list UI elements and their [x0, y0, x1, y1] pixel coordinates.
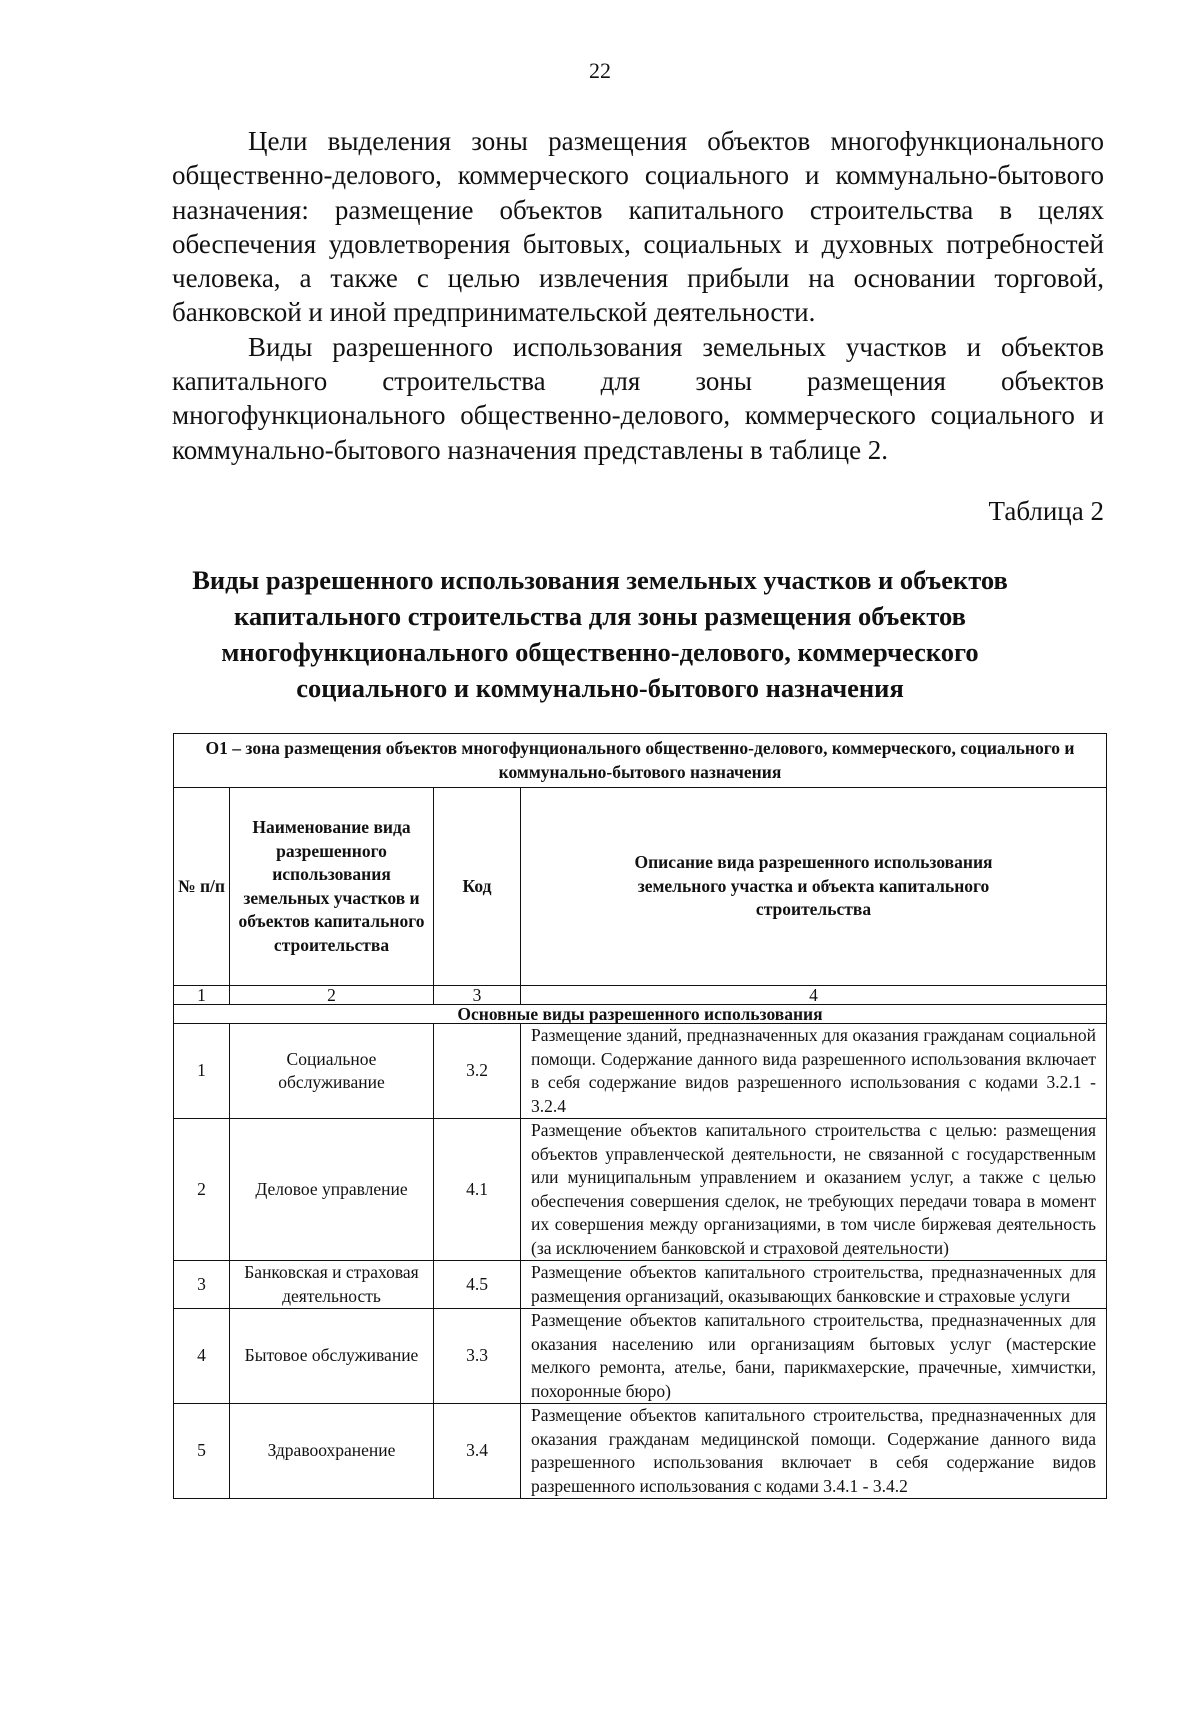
column-number: 3 — [434, 986, 521, 1005]
paragraph: Виды разрешенного использования земельных участков и объектов капитального строительства для зоны размещения объектов многофункционального общественно-делового, коммерческого социального и коммунально-бытового назначения представлены в таблице 2. — [172, 331, 1104, 465]
row-description: Размещение объектов капитального строительства, предназначенных для размещения организаций, оказывающих банковские и страховые услуги — [521, 1261, 1107, 1309]
row-number: 4 — [174, 1309, 230, 1404]
column-number: 4 — [521, 986, 1107, 1005]
row-name: Бытовое обслуживание — [230, 1309, 434, 1404]
row-number: 2 — [174, 1119, 230, 1261]
row-code: 3.2 — [434, 1024, 521, 1119]
table-row — [174, 1261, 1107, 1309]
section-row — [174, 1005, 1107, 1024]
row-code: 3.3 — [434, 1309, 521, 1404]
column-header-description: Описание вида разрешенного использования земельного участка и объекта капитального строительства — [521, 788, 1107, 986]
row-name: Деловое управление — [230, 1119, 434, 1261]
row-description: Размещение объектов капитального строительства с целью: размещения объектов управленческой деятельности, не связанной с государственным или муниципальным управлением и оказанием услуг, а также с целью обеспечения совершения сделок, не требующих передачи товара в момент их совершения между организациями, в том числе биржевая деятельность (за исключением банковской и страховой деятельности) — [521, 1119, 1107, 1261]
column-header-number: № п/п — [174, 788, 230, 986]
column-number: 2 — [230, 986, 434, 1005]
row-code: 4.1 — [434, 1119, 521, 1261]
paragraph: Цели выделения зоны размещения объектов многофункционального общественно-делового, коммерческого социального и коммунально-бытового назначения: размещение объектов капитального строительства в целях обеспечения удовлетворения бытовых, социальных и духовных потребностей человека, а также с целью извлечения прибыли на основании торговой, банковской и иной предпринимательской деятельности. — [172, 126, 1104, 328]
table-row — [174, 1024, 1107, 1119]
table-row — [174, 1119, 1107, 1261]
column-number-row — [174, 986, 1107, 1005]
zone-header: О1 – зона размещения объектов многофунционального общественно-делового, коммерческого, социального и коммунально-бытового назначения — [174, 734, 1107, 788]
zone-header-row — [174, 734, 1107, 788]
table-label: Таблица 2 — [988, 496, 1104, 526]
body-text — [172, 124, 1104, 467]
table-row — [174, 1309, 1107, 1404]
row-code: 4.5 — [434, 1261, 521, 1309]
table-title: Виды разрешенного использования земельных участков и объектов капитального строительства для зоны размещения объектов многофункционального общественно-делового, коммерческого социального и коммунально-бытового назначения — [192, 565, 1008, 703]
table-row — [174, 1404, 1107, 1499]
row-code: 3.4 — [434, 1404, 521, 1499]
row-description: Размещение зданий, предназначенных для оказания гражданам социальной помощи. Содержание данного вида разрешенного использования включает в себя содержание видов разрешенного использования с кодами 3.2.1 - 3.2.4 — [521, 1024, 1107, 1119]
land-use-table — [173, 733, 1107, 1499]
column-header-name: Наименование вида разрешенного использования земельных участков и объектов капитального строительства — [230, 788, 434, 986]
row-name: Банковская и страховая деятельность — [230, 1261, 434, 1309]
row-number: 3 — [174, 1261, 230, 1309]
row-description: Размещение объектов капитального строительства, предназначенных для оказания населению или организациям бытовых услуг (мастерские мелкого ремонта, ателье, бани, парикмахерские, прачечные, химчистки, похоронные бюро) — [521, 1309, 1107, 1404]
row-number: 5 — [174, 1404, 230, 1499]
row-name: Социальное обслуживание — [230, 1024, 434, 1119]
column-number: 1 — [174, 986, 230, 1005]
section-title: Основные виды разрешенного использования — [174, 1005, 1107, 1024]
column-header-code: Код — [434, 788, 521, 986]
row-name: Здравоохранение — [230, 1404, 434, 1499]
row-number: 1 — [174, 1024, 230, 1119]
row-description: Размещение объектов капитального строительства, предназначенных для оказания гражданам медицинской помощи. Содержание данного вида разрешенного использования включает в себя содержание видов разрешенного использования с кодами 3.4.1 - 3.4.2 — [521, 1404, 1107, 1499]
column-header-row — [174, 788, 1107, 986]
page-number: 22 — [589, 58, 611, 83]
